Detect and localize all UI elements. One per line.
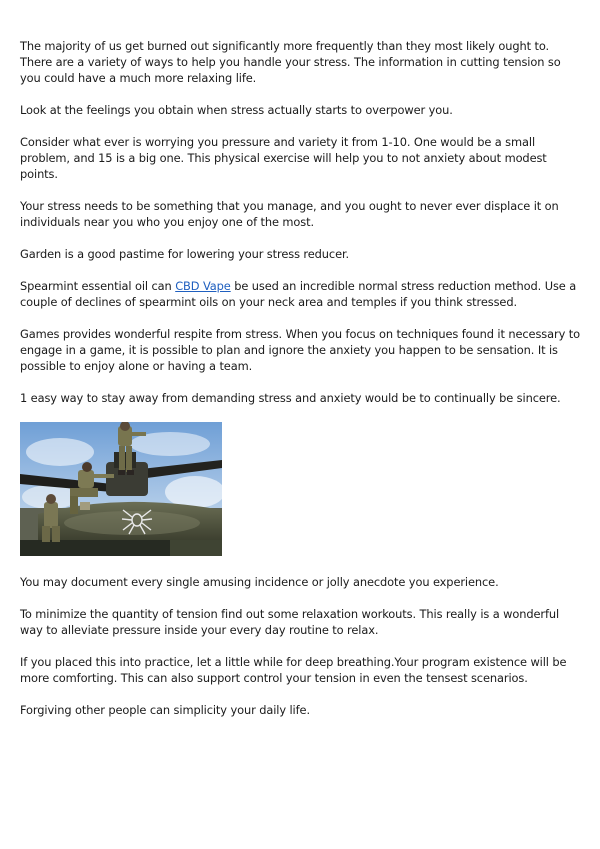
paragraph-9: You may document every single amusing incidence or jolly anecdote you experience. [20, 575, 499, 589]
cbd-vape-link[interactable]: CBD Vape [175, 279, 231, 293]
paragraph-12: Forgiving other people can simplicity your daily life. [20, 703, 310, 717]
paragraph-10: To minimize the quantity of tension find out some relaxation workouts. This really is a wonderful way to alleviate pressure inside your every day routine to relax. [20, 607, 560, 637]
helicopter-maintenance-photo [20, 422, 222, 556]
paragraph-3: Consider what ever is worrying you pressure and variety it from 1-10. One would be a small problem, and 15 is a big one. This physical exercise will help you to not anxiety about modest points. [20, 135, 547, 181]
paragraph-6-text-before: Spearmint essential oil can [20, 279, 176, 293]
paragraph-1: The majority of us get burned out significantly more frequently than they most likely ought to. There are a variety of ways to help you handle your stress. The information in cutting tension so you could have a much more relaxing life. [20, 39, 561, 85]
paragraph-8: 1 easy way to stay away from demanding stress and anxiety would be to continually be sincere. [20, 391, 561, 405]
paragraph-6 [20, 278, 580, 310]
article-body [20, 38, 580, 734]
paragraph-2: Look at the feelings you obtain when stress actually starts to overpower you. [20, 103, 453, 117]
paragraph-6-text-after: be used an incredible normal stress reduction method. Use a couple of declines of spearmint oils on your neck area and temples if you think stressed. [20, 279, 577, 309]
paragraph-7: Games provides wonderful respite from stress. When you focus on techniques found it necessary to engage in a game, it is possible to plan and ignore the anxiety you happen to be sensation. It is possible to enjoy alone or having a team. [20, 327, 580, 373]
paragraph-5: Garden is a good pastime for lowering your stress reducer. [20, 247, 350, 261]
paragraph-11: If you placed this into practice, let a little while for deep breathing.Your program existence will be more comforting. This can also support control your tension in even the tensest scenarios. [20, 655, 567, 685]
paragraph-4: Your stress needs to be something that you manage, and you ought to never ever displace it on individuals near you who you enjoy one of the most. [20, 199, 559, 229]
